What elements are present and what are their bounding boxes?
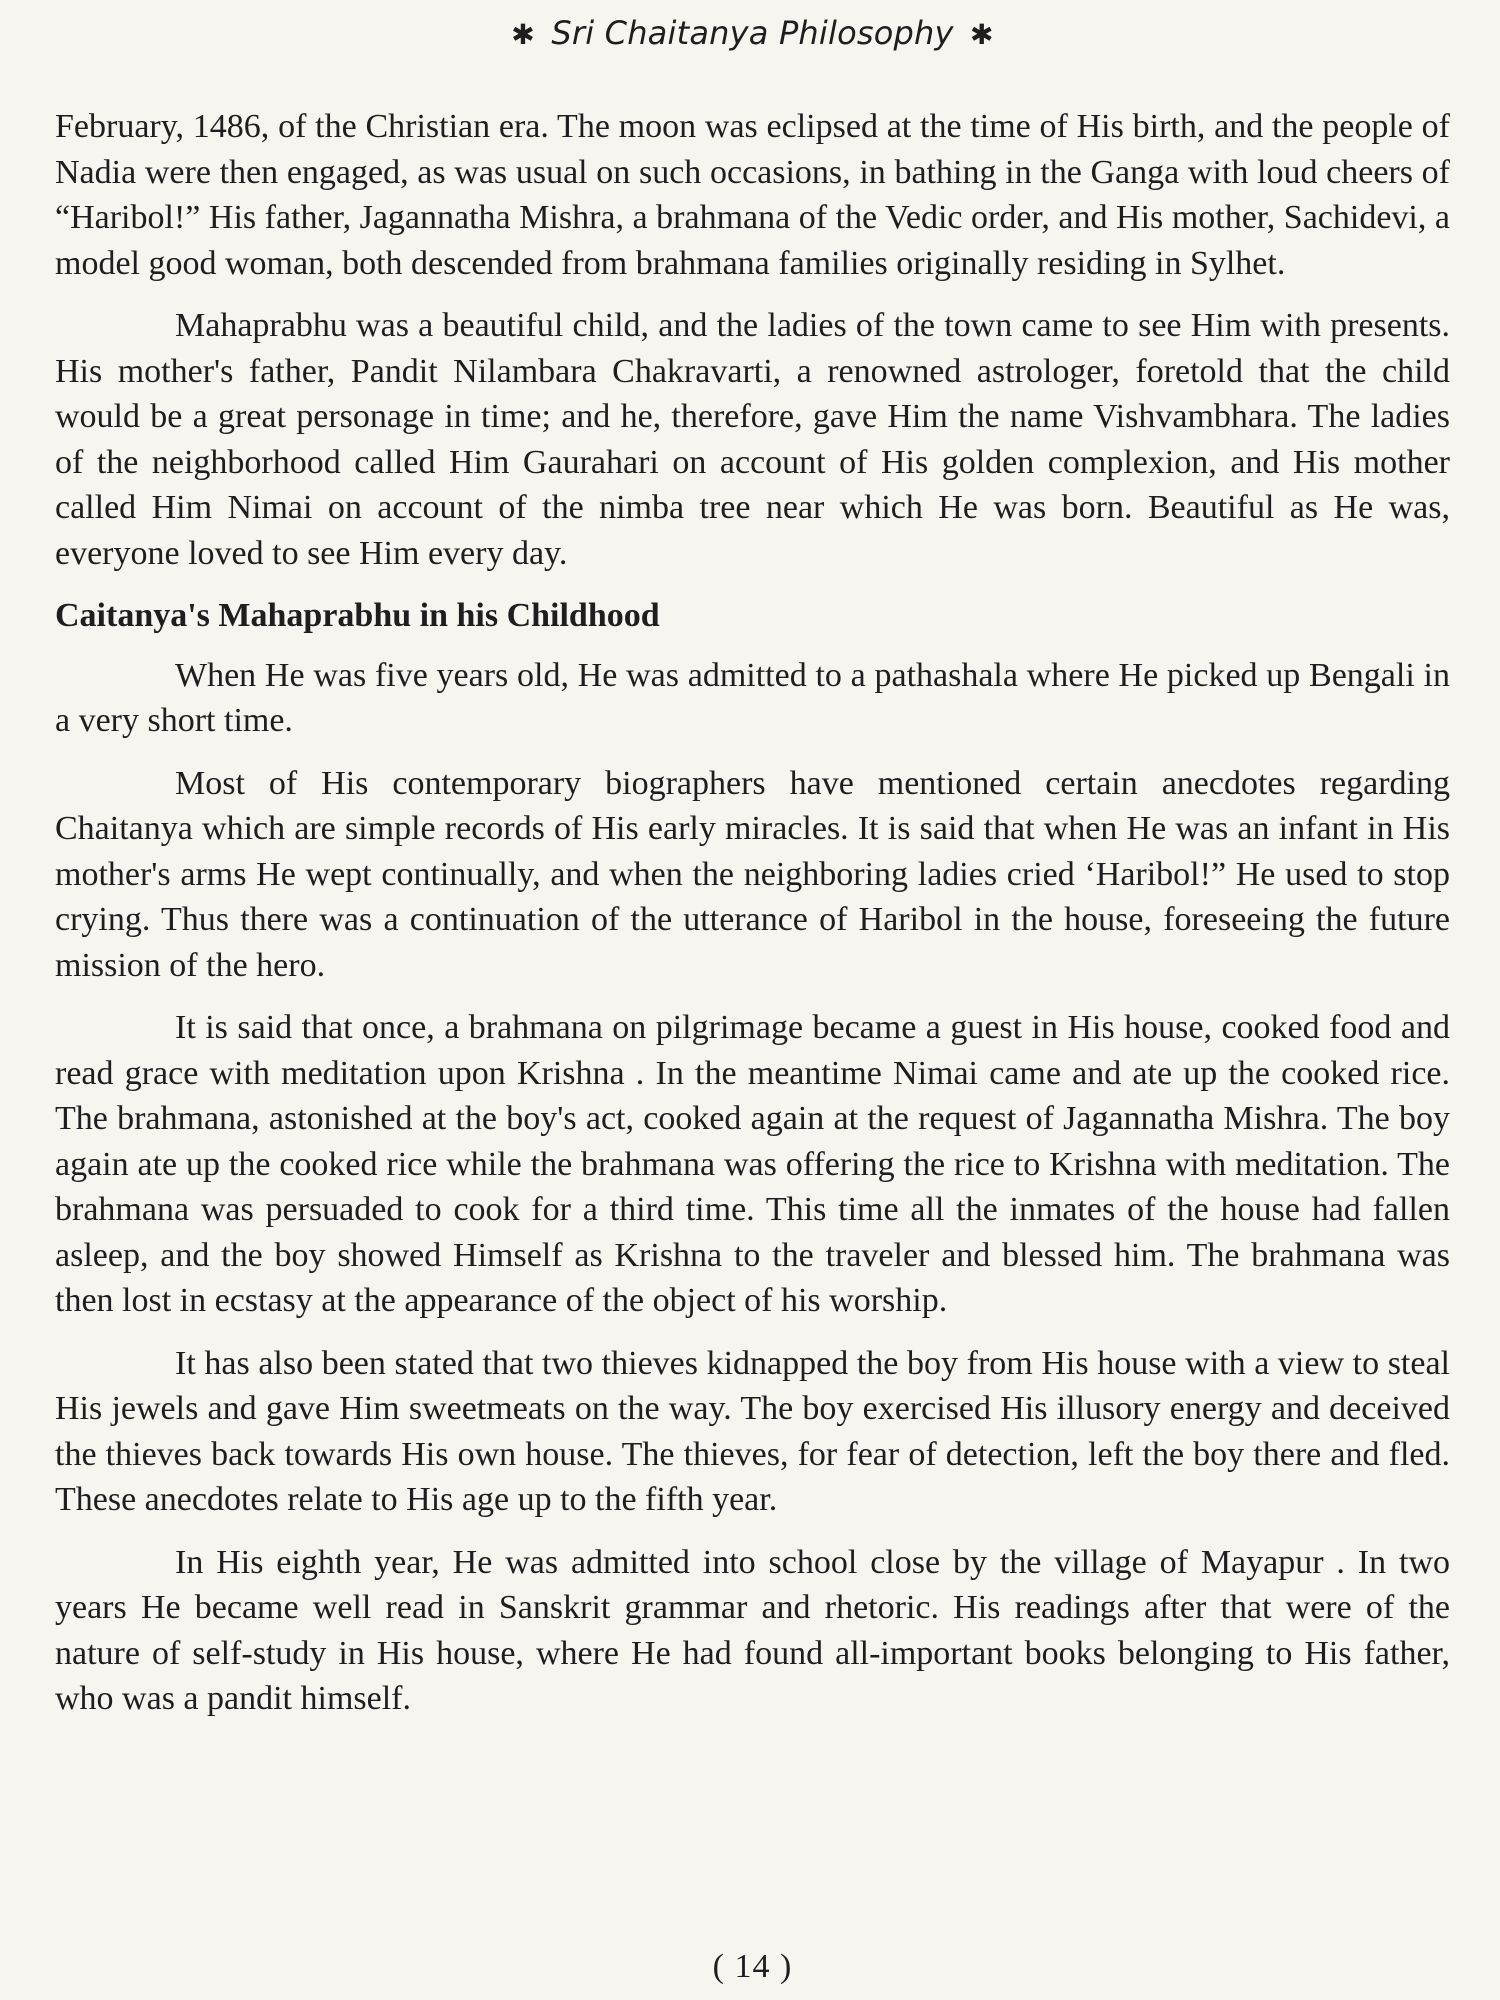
- running-header: [55, 14, 1450, 52]
- paragraph-continued: February, 1486, of the Christian era. The moon was eclipsed at the time of His birth, and the people of Nadia were then engaged, as was usual on such occasions, in bathing in the Ganga with loud cheers of “Haribol!” His father, Jagannatha Mishra, a brahmana of the Vedic order, and His mother, Sachidevi, a model good woman, both descended from brahmana families originally residing in Sylhet.: [55, 108, 1450, 282]
- page-number: ( 14 ): [712, 1948, 793, 1985]
- paragraph: Most of His contemporary biographers have mentioned certain anecdotes regarding Chaitanya which are simple records of His early miracles. It is said that when He was an infant in His mother's arms He wept continually, and when the neighboring ladies cried ‘Haribol!” He used to stop crying. Thus there was a continuation of the utterance of Haribol in the house, foreseeing the future mission of the hero.: [55, 764, 1450, 984]
- paragraph: Mahaprabhu was a beautiful child, and the ladies of the town came to see Him with presents. His mother's father, Pandit Nilambara Chakravarti, a renowned astrologer, foretold that the child would be a great personage in time; and he, therefore, gave Him the name Vishvambhara. The ladies of the neighborhood called Him Gaurahari on account of His golden complexion, and His mother called Him Nimai on account of the nimba tree near which He was born. Beautiful as He was, everyone loved to see Him every day.: [55, 307, 1450, 572]
- asterisk-ornament-icon: ✱: [511, 18, 535, 51]
- section-heading: Caitanya's Mahaprabhu in his Childhood: [55, 597, 660, 634]
- paragraph: In His eighth year, He was admitted into school close by the village of Mayapur . In two years He became well read in Sanskrit grammar and rhetoric. His readings after that were of the nature of self-study in His house, where He had found all-important books belonging to His father, who was a pandit himself.: [55, 1543, 1450, 1717]
- paragraph: It is said that once, a brahmana on pilgrimage became a guest in His house, cooked food and read grace with meditation upon Krishna . In the meantime Nimai came and ate up the cooked rice. The brahmana, astonished at the boy's act, cooked again at the request of Jagannatha Mishra. The boy again ate up the cooked rice while the brahmana was offering the rice to Krishna with meditation. The brahmana was persuaded to cook for a third time. This time all the inmates of the house had fallen asleep, and the boy showed Himself as Krishna to the traveler and blessed him. The brahmana was then lost in ecstasy at the appearance of the object of his worship.: [55, 1009, 1450, 1319]
- book-page: [55, 0, 1450, 2000]
- asterisk-ornament-icon: ✱: [970, 18, 994, 51]
- paragraph: When He was five years old, He was admitted to a pathashala where He picked up Bengali in a very short time.: [55, 656, 1450, 739]
- header-title: Sri Chaitanya Philosophy: [551, 14, 954, 52]
- paragraph: It has also been stated that two thieves kidnapped the boy from His house with a view to steal His jewels and gave Him sweetmeats on the way. The boy exercised His illusory energy and deceived the thieves back towards His own house. The thieves, for fear of detection, left the boy there and fled. These anecdotes relate to His age up to the fifth year.: [55, 1344, 1450, 1518]
- body-text: [55, 104, 1450, 1739]
